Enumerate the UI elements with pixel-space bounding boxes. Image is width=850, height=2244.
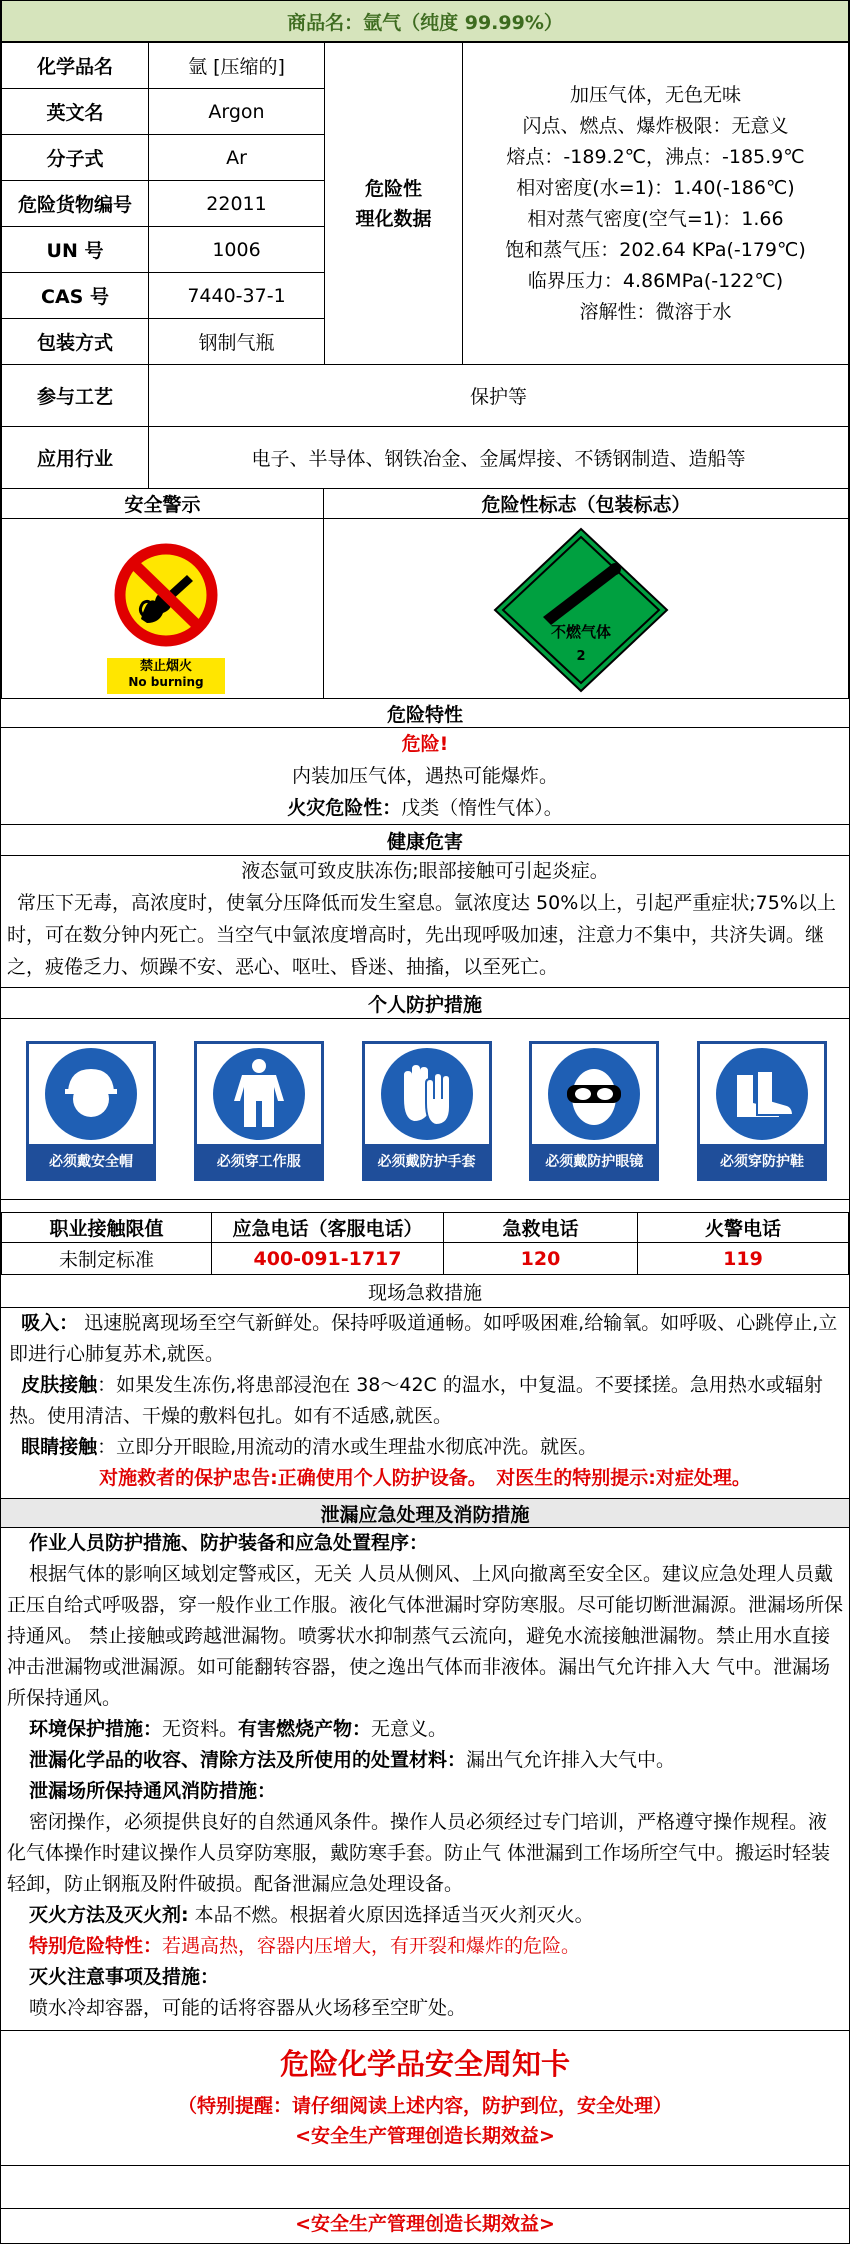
hazard-mark-header: 危险性标志（包装标志） — [324, 489, 849, 519]
card-title: 危险化学品安全周知卡 — [279, 2047, 570, 2081]
env-label: 环境保护措施： — [29, 1718, 163, 1740]
value-dg-number: 22011 — [149, 181, 325, 227]
value-chem-name: 氩 [压缩的] — [149, 43, 325, 89]
emergency-phone: 400-091-1717 — [212, 1243, 444, 1275]
ppe-header: 个人防护措施 — [1, 988, 849, 1019]
health-header: 健康危害 — [1, 825, 849, 856]
value-process: 保护等 — [149, 365, 849, 427]
ppe-sign-shoes — [697, 1041, 827, 1181]
first-aid-eye — [1, 1432, 849, 1463]
first-aid-header: 现场急救措施 — [1, 1275, 849, 1308]
usage-table — [1, 364, 849, 489]
phys-line: 临界压力：4.86MPa(-122℃) — [527, 269, 784, 292]
ppe-label: 必须穿防护鞋 — [700, 1144, 824, 1178]
ppe-label: 必须戴防护眼镜 — [532, 1144, 656, 1178]
ppe-label: 必须戴安全帽 — [29, 1144, 153, 1178]
label-en-name: 英文名 — [2, 89, 149, 135]
leak-p1: 根据气体的影响区域划定警戒区，无关 人员从侧风、上风向撤离至安全区。建议应急处理人员戴正压自给式呼吸器，穿一般作业工作服。液化气体泄漏时穿防寒服。尽可能切断泄漏源。泄漏场所保持通风。 禁止接触或跨越泄漏物。喷雾状水抑制蒸气云流向，避免水流接触泄漏物。禁止用水直接冲击泄漏物或泄漏源。如可能翻转容器，使之逸出气体而非液体。漏出气允许排入大 气中。泄漏场所保持通风。 — [7, 1563, 844, 1709]
env-value: 无资料。 — [162, 1718, 239, 1740]
extinguish — [1, 1900, 849, 1931]
first-aid-text: ：立即分开眼睑,用流动的清水或生理盐水彻底冲洗。就医。 — [97, 1436, 598, 1458]
value-un: 1006 — [149, 227, 325, 273]
slogan: <安全生产管理创造长期效益> — [1, 2121, 849, 2166]
ppe-sign-workwear — [194, 1041, 324, 1181]
gloves-icon — [392, 1059, 462, 1129]
health-line: 液态氩可致皮肤冻伤;眼部接触可引起炎症。 — [241, 860, 609, 882]
first-aid-label: 吸入： — [21, 1312, 79, 1334]
phys-label-text: 危险性 理化数据 — [355, 177, 432, 230]
fire-phone: 119 — [638, 1243, 849, 1275]
safety-shoes-icon — [727, 1059, 797, 1129]
first-aid-inhale — [1, 1308, 849, 1370]
contact-header: 火警电话 — [638, 1213, 849, 1243]
ext-value: 本品不燃。根据着火原因选择适当灭火剂灭火。 — [188, 1904, 594, 1926]
no-smoking-cell — [2, 519, 324, 699]
label-process: 参与工艺 — [2, 365, 149, 427]
leak-recv — [1, 1745, 849, 1776]
note-value: 喷水冷却容器，可能的话将容器从火场移至空旷处。 — [1, 1993, 849, 2031]
diamond-text: 不燃气体 — [550, 623, 612, 641]
product-title: 商品名：氩气（纯度 99.99%） — [1, 0, 849, 42]
first-aid-phone: 120 — [444, 1243, 638, 1275]
ppe-sign-gloves — [362, 1041, 492, 1181]
special-label: 特别危险特性： — [29, 1935, 163, 1957]
phys-line: 加压气体，无色无味 — [569, 83, 741, 106]
label-un: UN 号 — [2, 227, 149, 273]
helmet-icon — [56, 1059, 126, 1129]
hazard-diamond-cell — [324, 519, 849, 699]
comb-value: 无意义。 — [371, 1718, 448, 1740]
value-packaging: 钢制气瓶 — [149, 319, 325, 365]
label-formula: 分子式 — [2, 135, 149, 181]
special-hazard — [1, 1931, 849, 1962]
ppe-sign-helmet — [26, 1041, 156, 1181]
phys-line: 溶解性：微溶于水 — [579, 300, 732, 323]
label-cas: CAS 号 — [2, 273, 149, 319]
contact-table — [1, 1212, 849, 1275]
first-aid-label: 眼睛接触 — [21, 1436, 98, 1458]
value-en-name: Argon — [149, 89, 325, 135]
phys-line: 熔点：-189.2℃，沸点：-185.9℃ — [506, 145, 805, 168]
ppe-label: 必须穿工作服 — [197, 1144, 321, 1178]
phys-data-label — [325, 43, 463, 365]
leak-env — [1, 1714, 849, 1745]
fire-hazard — [1, 792, 849, 825]
workwear-icon — [224, 1057, 294, 1131]
fire-hazard-label: 火灾危险性： — [287, 797, 402, 819]
no-smoking-label — [107, 658, 225, 694]
contact-header: 职业接触限值 — [2, 1213, 212, 1243]
leak-h1: 作业人员防护措施、防护装备和应急处置程序： — [29, 1532, 429, 1554]
phys-line: 相对密度(水=1)：1.40(-186℃) — [516, 176, 795, 199]
no-smoking-icon — [107, 539, 225, 651]
hazard-line: 内装加压气体，遇热可能爆炸。 — [291, 765, 558, 787]
first-aid-text: ：如果发生冻伤,将患部浸泡在 38～42C 的温水，中复温。不要揉搓。急用热水或辐射热。使用清洁、干燥的敷料包扎。如有不适感,就医。 — [9, 1374, 823, 1427]
value-formula: Ar — [149, 135, 325, 181]
leak-p2: 密闭操作，必须提供良好的自然通风条件。操作人员必须经过专门培训，严格遵守操作规程。液化气体操作时建议操作人员穿防寒服，戴防寒手套。防止气 体泄漏到工作场所空气中。搬运时轻装轻卸，防止钢瓶及附件破损。配备泄漏应急处理设备。 — [7, 1811, 831, 1895]
recv-label: 泄漏化学品的收容、清除方法及所使用的处置材料： — [29, 1749, 467, 1771]
special-value: 若遇高热，容器内压增大，有开裂和爆炸的危险。 — [162, 1935, 581, 1957]
safety-warning-header: 安全警示 — [2, 489, 324, 519]
vent-label: 泄漏场所保持通风消防措施： — [29, 1780, 277, 1802]
first-aid-skin — [1, 1370, 849, 1432]
no-smoking-cn: 禁止烟火 — [139, 659, 192, 674]
label-dg-number: 危险货物编号 — [2, 181, 149, 227]
phys-line: 饱和蒸气压：202.64 KPa(-179℃) — [505, 238, 806, 261]
slogan-bottom: <安全生产管理创造长期效益> — [1, 2209, 849, 2244]
phys-data-list — [463, 43, 849, 365]
value-cas: 7440-37-1 — [149, 273, 325, 319]
first-aid-text: 迅速脱离现场至空气新鲜处。保持呼吸道通畅。如呼吸困难,给输氧。如呼吸、心跳停止,立即进行心肺复苏术,就医。 — [9, 1312, 838, 1365]
non-flammable-gas-diamond-icon — [491, 525, 671, 695]
contact-header: 急救电话 — [444, 1213, 638, 1243]
label-industry: 应用行业 — [2, 427, 149, 489]
value-industry: 电子、半导体、钢铁冶金、金属焊接、不锈钢制造、造船等 — [149, 427, 849, 489]
phys-line: 闪点、燃点、爆炸极限：无意义 — [522, 114, 789, 137]
comb-label: 有害燃烧产物： — [238, 1718, 372, 1740]
recv-value: 漏出气允许排入大气中。 — [466, 1749, 676, 1771]
basic-info-table — [1, 42, 849, 365]
no-smoking-en: No burning — [128, 675, 204, 689]
hazard-header: 危险特性 — [1, 699, 849, 728]
ext-label: 灭火方法及灭火剂: — [29, 1904, 189, 1926]
first-aid-label: 皮肤接触 — [21, 1374, 98, 1396]
label-chem-name: 化学品名 — [2, 43, 149, 89]
ppe-signs — [1, 1019, 849, 1200]
sign-table — [1, 488, 849, 699]
contact-header: 应急电话（客服电话） — [212, 1213, 444, 1243]
label-packaging: 包装方式 — [2, 319, 149, 365]
diamond-number: 2 — [576, 649, 586, 664]
note-label: 灭火注意事项及措施： — [29, 1966, 220, 1988]
fire-hazard-value: 戊类（惰性气体）。 — [401, 797, 563, 819]
ppe-label: 必须戴防护手套 — [365, 1144, 489, 1178]
leak-header: 泄漏应急处理及消防措施 — [1, 1499, 849, 1528]
first-aid-advice: 对施救者的保护忠告:正确使用个人防护设备。 对医生的特别提示:对症处理。 — [1, 1463, 849, 1499]
goggles-icon — [559, 1059, 629, 1129]
ppe-sign-goggles — [529, 1041, 659, 1181]
danger-word: 危险! — [401, 733, 449, 755]
reminder: （特别提醒：请仔细阅读上述内容，防护到位，安全处理） — [177, 2095, 672, 2117]
exposure-limit-value: 未制定标准 — [2, 1243, 212, 1275]
phys-line: 相对蒸气密度(空气=1)：1.66 — [527, 207, 784, 230]
health-paragraph: 常压下无毒，高浓度时，使氧分压降低而发生窒息。氩浓度达 50%以上，引起严重症状;75%以上时，可在数分钟内死亡。当空气中氩浓度增高时，先出现呼吸加速，注意力不集中，共济失调。继之，疲倦乏力、烦躁不安、恶心、呕吐、昏迷、抽搐，以至死亡。 — [1, 887, 849, 988]
